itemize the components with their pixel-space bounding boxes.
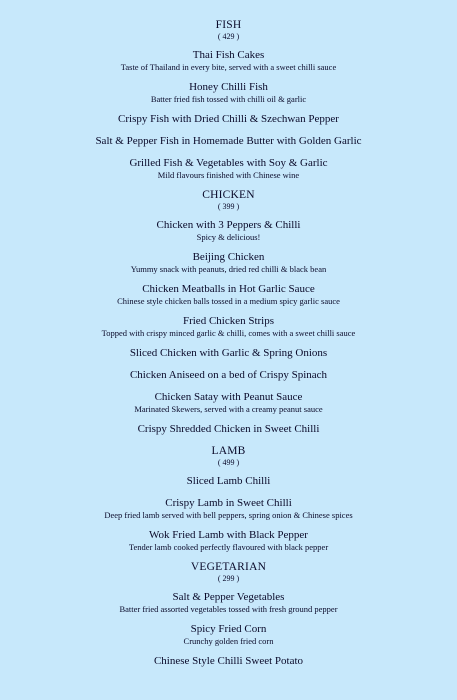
menu-item [0,369,457,382]
item-name: Honey Chilli Fish [189,81,268,93]
menu-item [0,591,457,614]
menu-item [0,283,457,306]
menu-item [0,219,457,242]
item-name: Chinese Style Chilli Sweet Potato [153,655,304,667]
item-description: Marinated Skewers, served with a creamy peanut sauce [134,404,323,414]
menu-item [0,655,457,668]
menu-item [0,49,457,72]
section-title: LAMB [211,445,246,457]
item-name: Grilled Fish & Vegetables with Soy & Garlic [129,157,328,169]
section-fish [0,19,457,180]
item-description: Batter fried assorted vegetables tossed with fresh ground pepper [119,604,338,614]
menu-item [0,81,457,104]
menu-item [0,347,457,360]
item-name: Wok Fried Lamb with Black Pepper [149,529,308,541]
item-description: Mild flavours finished with Chinese wine [157,170,300,180]
menu-item [0,315,457,338]
item-name: Chicken with 3 Peppers & Chilli [156,219,301,231]
menu-item [0,623,457,646]
section-price: ( 429 ) [217,32,240,41]
item-description: Topped with crispy minced garlic & chilli, comes with a sweet chilli sauce [101,328,356,338]
item-name: Beijing Chicken [192,251,265,263]
item-description: Crunchy golden fried corn [183,636,274,646]
section-lamb [0,445,457,552]
item-name: Chicken Aniseed on a bed of Crispy Spinach [129,369,328,381]
item-description: Deep fried lamb served with bell peppers, spring onion & Chinese spices [104,510,353,520]
item-name: Crispy Fish with Dried Chilli & Szechwan Pepper [118,113,339,125]
menu-item [0,135,457,148]
item-name: Salt & Pepper Fish in Homemade Butter with Golden Garlic [95,135,362,147]
item-description: Taste of Thailand in every bite, served with a sweet chilli sauce [120,62,337,72]
item-name: Salt & Pepper Vegetables [172,591,285,603]
item-name: Chicken Meatballs in Hot Garlic Sauce [142,283,315,295]
section-vegetarian [0,561,457,668]
menu-item [0,475,457,488]
menu-item [0,529,457,552]
item-name: Spicy Fried Corn [190,623,267,635]
section-chicken [0,189,457,436]
menu-item [0,497,457,520]
section-price: ( 399 ) [217,202,240,211]
item-name: Sliced Lamb Chilli [186,475,271,487]
item-name: Fried Chicken Strips [182,315,275,327]
menu-item [0,391,457,414]
menu-item [0,157,457,180]
item-name: Chicken Satay with Peanut Sauce [154,391,303,403]
item-description: Spicy & delicious! [196,232,261,242]
section-title: VEGETARIAN [190,561,267,573]
item-name: Crispy Shredded Chicken in Sweet Chilli [137,423,320,435]
item-name: Thai Fish Cakes [192,49,265,61]
menu-item [0,251,457,274]
section-title: FISH [215,19,242,31]
section-price: ( 299 ) [217,574,240,583]
item-name: Crispy Lamb in Sweet Chilli [165,497,292,509]
item-description: Batter fried fish tossed with chilli oil & garlic [150,94,307,104]
section-title: CHICKEN [202,189,255,201]
menu-item [0,113,457,126]
item-description: Yummy snack with peanuts, dried red chilli & black bean [130,264,327,274]
item-description: Chinese style chicken balls tossed in a medium spicy garlic sauce [117,296,340,306]
section-price: ( 499 ) [217,458,240,467]
item-name: Sliced Chicken with Garlic & Spring Onions [129,347,328,359]
menu-item [0,423,457,436]
item-description: Tender lamb cooked perfectly flavoured with black pepper [128,542,329,552]
